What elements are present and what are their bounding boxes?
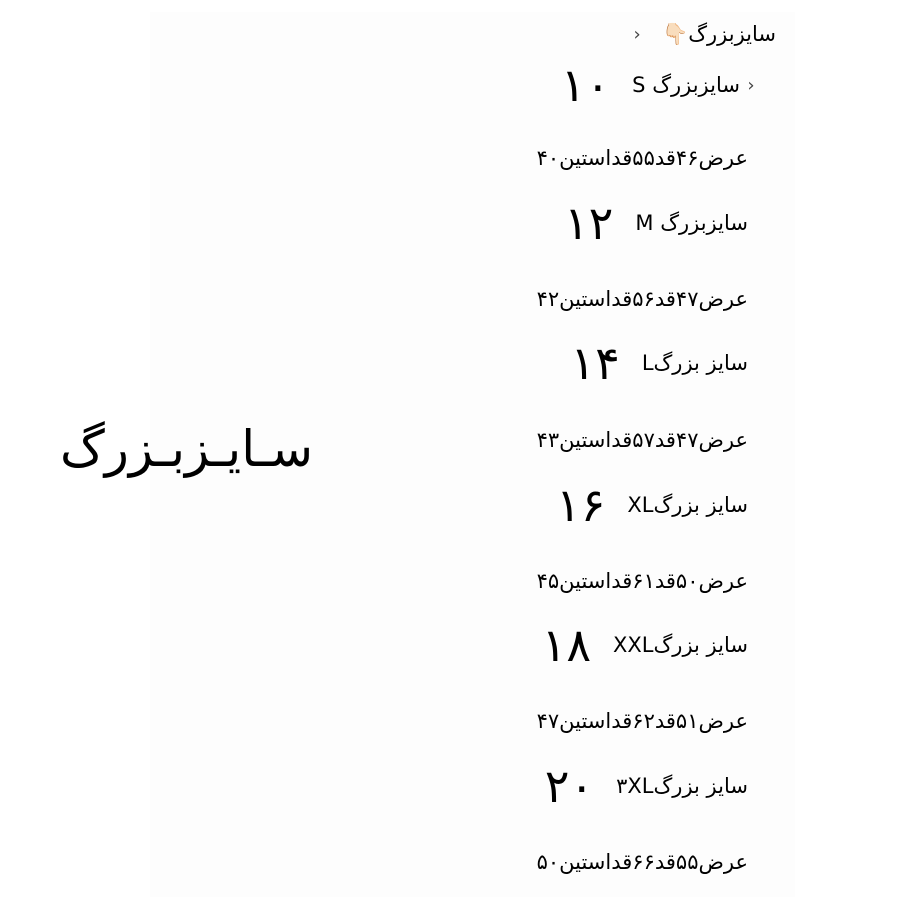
header-line xyxy=(626,22,776,47)
size-label-xl: سایز بزرگXL xyxy=(627,493,748,517)
dims-text-xxl: عرض۵۱قد۶۲قداستین۴۷ xyxy=(536,709,748,733)
size-number-xxl: ۱۸ xyxy=(541,618,592,672)
size-row-xxl xyxy=(541,618,748,672)
size-label-3xl: سایز بزرگ۳XL xyxy=(616,774,748,798)
dims-text-xl: عرض۵۰قد۶۱قداستین۴۵ xyxy=(536,569,748,593)
size-label-m: سایزبزرگ M xyxy=(635,211,748,235)
dims-text-l: عرض۴۷قد۵۷قداستین۴۳ xyxy=(536,428,748,452)
size-row-l xyxy=(570,336,748,390)
size-label-xxl: سایز بزرگXXL xyxy=(613,633,748,657)
dims-row-s xyxy=(537,146,748,170)
size-number-xl: ۱۶ xyxy=(556,478,606,532)
chevron-left-icon: ‹ xyxy=(747,74,755,96)
size-number-3xl: ۲۰ xyxy=(544,759,595,813)
dims-row-xl xyxy=(537,569,748,593)
dims-row-3xl xyxy=(537,850,748,874)
size-number-s: ۱۰ xyxy=(560,58,611,112)
dims-text-3xl: عرض۵۵قد۶۶قداستین۵۰ xyxy=(536,850,748,874)
size-number-l: ۱۴ xyxy=(570,336,620,390)
header-label: سایزبزرگ👇🏻 xyxy=(662,22,776,46)
dims-text-s: عرض۴۶قد۵۵قداستین۴۰ xyxy=(536,146,748,170)
chevron-left-icon: ‹ xyxy=(633,24,641,45)
size-label-s: سایزبزرگ S xyxy=(632,73,740,97)
size-number-m: ۱۲ xyxy=(563,196,614,250)
dims-row-xxl xyxy=(537,709,748,733)
size-row-s xyxy=(560,58,776,112)
size-row-3xl xyxy=(544,759,748,813)
dims-text-m: عرض۴۷قد۵۶قداستین۴۲ xyxy=(536,287,748,311)
size-label-l: سایز بزرگL xyxy=(641,351,748,375)
dims-row-m xyxy=(537,287,748,311)
size-row-xl xyxy=(556,478,748,532)
page-title: سـایـزبـزرگ xyxy=(60,420,313,478)
size-row-m xyxy=(563,196,748,250)
dims-row-l xyxy=(537,428,748,452)
